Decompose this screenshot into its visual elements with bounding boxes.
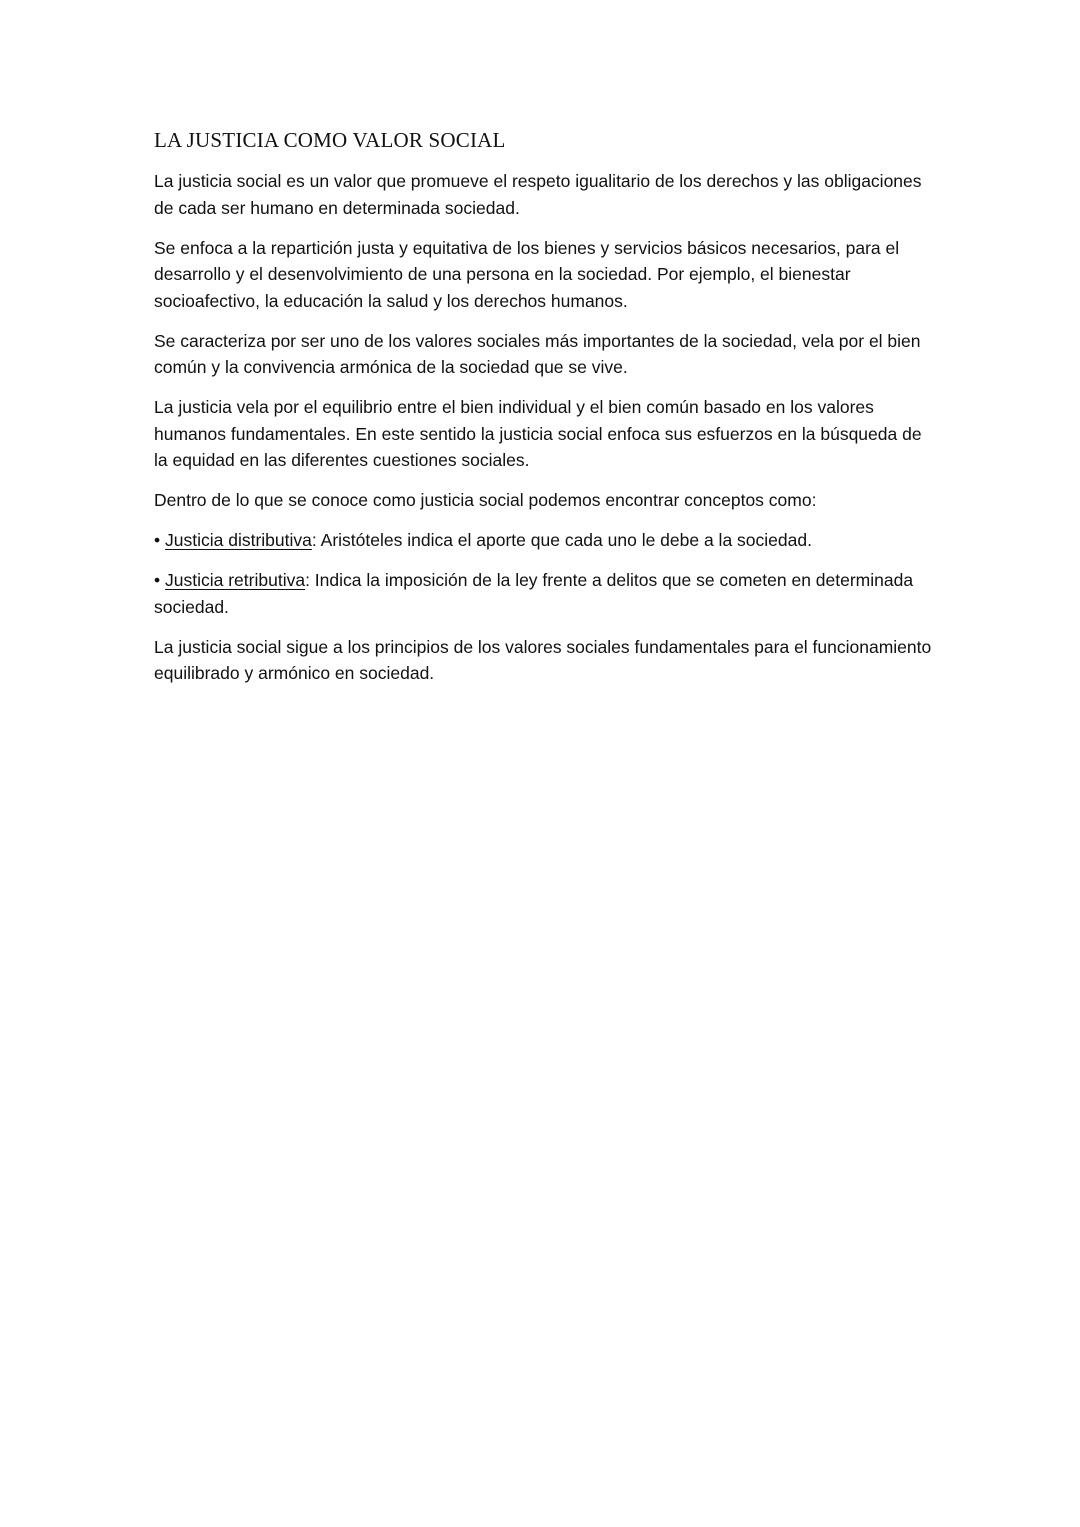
paragraph-focus: Se enfoca a la repartición justa y equitativa de los bienes y servicios básicos necesarios, para el desarrollo y el desenvolvimiento de una persona en la sociedad. Por ejemplo, el bienestar socioafectivo, la educación la salud y los derechos humanos. — [154, 237, 900, 311]
bullet-item-distributiva — [154, 527, 934, 554]
paragraph-balance: La justicia vela por el equilibrio entre el bien individual y el bien común basado en los valores humanos fundamentales. En este sentido la justicia social enfoca sus esfuerzos en la búsqueda de la equidad en las diferentes cuestiones sociales. — [154, 397, 922, 470]
document-title: LA JUSTICIA COMO VALOR SOCIAL — [154, 128, 506, 152]
bullet-marker: • — [154, 530, 161, 550]
term-justicia-distributiva: Justicia distributiva — [165, 530, 312, 550]
bullet-item-retributiva — [154, 567, 934, 620]
paragraph-characteristics: Se caracteriza por ser uno de los valores sociales más importantes de la sociedad, vela por el bien común y la convivencia armónica de la sociedad que se vive. — [154, 330, 921, 377]
bullet-marker: • — [154, 570, 161, 590]
document-page — [154, 126, 934, 700]
paragraph-concepts-intro: Dentro de lo que se conoce como justicia social podemos encontrar conceptos como: — [154, 490, 817, 510]
bullet-text: : Indica la imposición de la ley frente a delitos que se cometen en determinada sociedad. — [154, 570, 914, 617]
paragraph-definition: La justicia social es un valor que promueve el respeto igualitario de los derechos y las obligaciones de cada ser humano en determinada sociedad. — [154, 171, 922, 218]
bullet-text: : Aristóteles indica el aporte que cada uno le debe a la sociedad. — [311, 530, 812, 550]
term-justicia-retributiva: Justicia retributiva — [165, 570, 306, 590]
paragraph-closing: La justicia social sigue a los principios de los valores sociales fundamentales para el funcionamiento equilibrado y armónico en sociedad. — [154, 636, 932, 683]
